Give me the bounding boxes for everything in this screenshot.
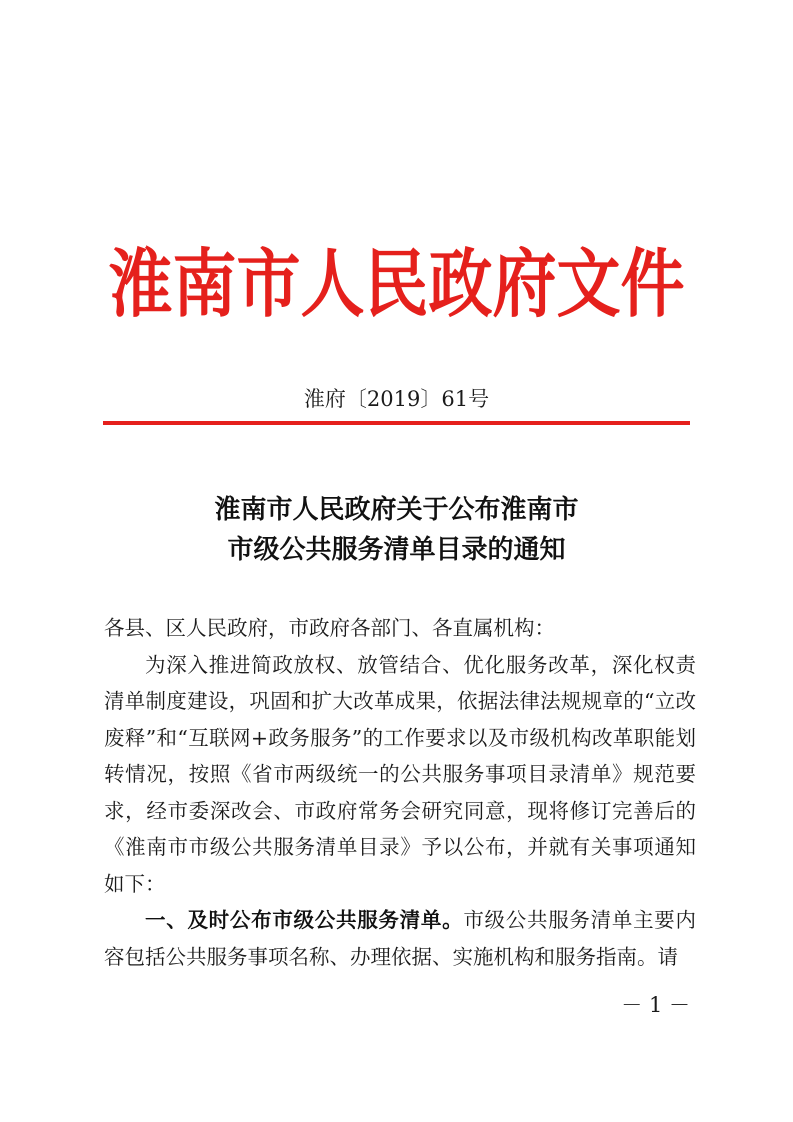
salutation: 各县、区人民政府，市政府各部门、各直属机构： — [104, 616, 555, 640]
document-number: 淮府〔2019〕61号 — [303, 387, 490, 411]
page-number: － 1 － — [621, 993, 690, 1017]
notice-title-line-2: 市级公共服务清单目录的通知 — [227, 535, 566, 565]
notice-body — [104, 610, 696, 975]
document-header-title: 淮南市人民政府文件 — [108, 241, 685, 328]
red-separator-rule — [103, 421, 690, 425]
section-1-text: 市级公共服务清单主要内容包括公共服务事项名称、办理依据、实施机构和服务指南。请 — [104, 908, 697, 969]
paragraph-intro: 为深入推进简政放权、放管结合、优化服务改革，深化权责清单制度建设，巩固和扩大改革成果，依据法律法规规章的“立改废释”和“互联网+政务服务”的工作要求以及市级机构改革职能划转情况，按照《省市两级统一的公共服务事项目录清单》规范要求，经市委深改会、市政府常务会研究同意，现将修订完善后的《淮南市市级公共服务清单目录》予以公布，并就有关事项通知如下： — [104, 652, 696, 896]
notice-title-line-1: 淮南市人民政府关于公布淮南市 — [214, 495, 579, 525]
notice-title — [0, 490, 793, 570]
section-1-heading: 一、及时公布市级公共服务清单。 — [145, 908, 464, 932]
paragraph-section-1 — [104, 902, 696, 975]
